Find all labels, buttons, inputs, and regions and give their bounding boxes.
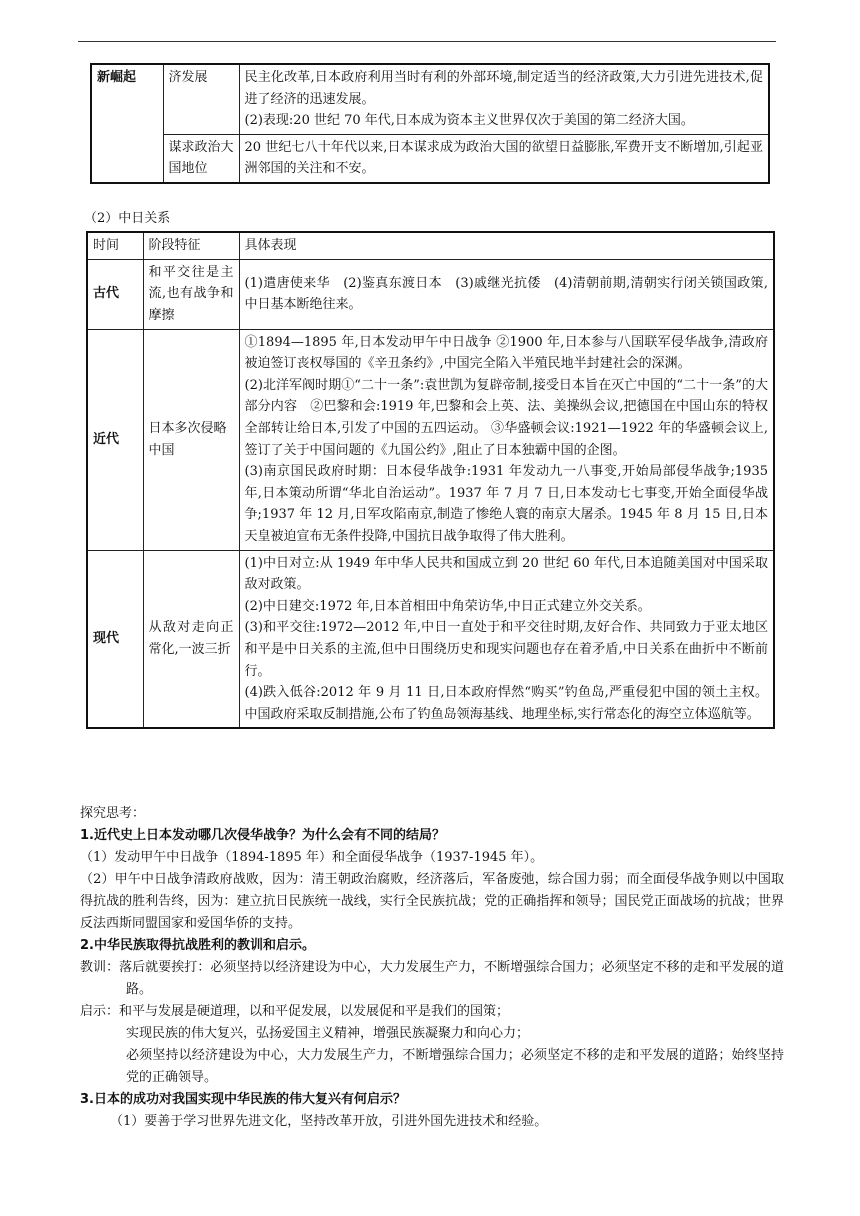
detail-line: (3)南京国民政府时期：日本侵华战争:1931 年发动九一八事变,开始局部侵华战争;1935 年,日本策动所谓“华北自治运动”。1937 年 7 月 7 日,日本发动七七事变,开始全面侵华战争;1937 年 12 月,日军攻陷南京,制造了惨绝人寰的南京大屠杀。1945 年 8 月 15 日,日本天皇被迫宣布无条件投降,中国抗日战争取得了伟大胜利。 (244, 464, 768, 544)
header-details: 具体表现 (239, 232, 774, 259)
table-cell-economy-detail (239, 64, 769, 134)
table-cell-rise: 新崛起 (91, 64, 163, 183)
answer-2-insp-3: 必须坚持以经济建设为中心，大力发展生产力，不断增强综合国力；必须坚定不移的走和平发展的道路；始终坚持党的正确领导。 (126, 1048, 784, 1085)
answer-1-2: （2）甲午中日战争清政府战败，因为：清王朝政治腐败，经济落后，军备废弛，综合国力弱；而全面侵华战争则以中国取得抗战的胜利告终，因为：建立抗日民族统一战线，实行全民族抗战；党的正确指挥和领导；国民党正面战场的抗战；世界反法西斯同盟国家和爱国华侨的支持。 (80, 872, 784, 931)
table-cell-economy: 济发展 (163, 64, 239, 134)
explore-heading: 探究思考： (80, 806, 146, 821)
cell-details (239, 550, 774, 728)
detail-line: (1)遣唐使来华 (2)鉴真东渡日本 (3)戚继光抗倭 (4)清朝前期,清朝实行闭关锁国政策,中日基本断绝往来。 (244, 275, 768, 313)
table-japan-rise (90, 63, 770, 184)
detail-line: (2)北洋军阀时期①“二十一条”:袁世凯为复辟帝制,接受日本旨在灭亡中国的“二十一条”的大部分内容 ②巴黎和会:1919 年,巴黎和会上英、法、美操纵会议,把德国在中国山东的特权全部转让给日本,引发了中国的五四运动。 ③华盛顿会议:1921—1922 年的华盛顿会议上,签订了关于中国问题的《九国公约》,阻止了日本独霸中国的企图。 (244, 377, 768, 458)
table-header-row (87, 232, 774, 259)
table-row (91, 64, 769, 134)
cell-details (239, 259, 774, 329)
cell-time: 古代 (87, 259, 143, 329)
answer-2-lesson: 教训：落后就要挨打：必须坚持以经济建设为中心，大力发展生产力，不断增强综合国力；必须坚定不移的走和平发展的道路。 (80, 960, 784, 997)
detail-line: (1)中日对立:从 1949 年中华人民共和国成立到 20 世纪 60 年代,日本追随美国对中国采取敌对政策。 (244, 555, 768, 593)
table-row (91, 134, 769, 183)
table-cell-politics-detail: 20 世纪七八十年代以来,日本谋求成为政治大国的欲望日益膨胀,军费开支不断增加,引起亚洲邻国的关注和不安。 (239, 134, 769, 183)
cell-feature: 和平交往是主流,也有战争和摩擦 (143, 259, 239, 329)
explore-section (80, 803, 784, 1133)
header-feature: 阶段特征 (143, 232, 239, 259)
detail-line: 民主化改革,日本政府利用当时有利的外部环境,制定适当的经济政策,大力引进先进技术,促进了经济的迅速发展。 (244, 70, 763, 107)
cell-time: 现代 (87, 550, 143, 728)
table-row (87, 329, 774, 550)
table-cell-politics: 谋求政治大国地位 (163, 134, 239, 183)
question-1: 1.近代史上日本发动哪几次侵华战争？为什么会有不同的结局？ (80, 828, 445, 843)
section-title: （2）中日关系 (84, 211, 171, 226)
table-sino-japan (86, 231, 775, 729)
answer-2-insp-2: 实现民族的伟大复兴，弘扬爱国主义精神，增强民族凝聚力和向心力； (126, 1026, 530, 1041)
detail-line: (2)中日建交:1972 年,日本首相田中角荣访华,中日正式建立外交关系。 (244, 598, 651, 614)
header-time: 时间 (87, 232, 143, 259)
table-row (87, 259, 774, 329)
header-rule (78, 41, 776, 42)
table-row (87, 550, 774, 728)
question-3: 3.日本的成功对我国实现中华民族的伟大复兴有何启示？ (80, 1092, 406, 1107)
answer-3-1: （1）要善于学习世界先进文化，坚持改革开放，引进外国先进技术和经验。 (110, 1114, 548, 1129)
answer-1-1: （1）发动甲午中日战争（1894-1895 年）和全面侵华战争（1937-1945 年）。 (80, 850, 544, 865)
detail-line: ①1894—1895 年,日本发动甲午中日战争 ②1900 年,日本参与八国联军侵华战争,清政府被迫签订丧权辱国的《辛丑条约》,中国完全陷入半殖民地半封建社会的深渊。 (244, 334, 768, 372)
cell-time: 近代 (87, 329, 143, 550)
cell-feature: 日本多次侵略中国 (143, 329, 239, 550)
detail-line: (4)跌入低谷:2012 年 9 月 11 日,日本政府悍然“购买”钓鱼岛,严重侵犯中国的领土主权。中国政府采取反制措施,公布了钓鱼岛领海基线、地理坐标,实行常态化的海空立体巡航等。 (244, 685, 768, 722)
cell-details (239, 329, 774, 550)
detail-line: (2)表现:20 世纪 70 年代,日本成为资本主义世界仅次于美国的第二经济大国。 (244, 113, 694, 129)
question-2: 2.中华民族取得抗战胜利的教训和启示。 (80, 938, 315, 953)
detail-line: (3)和平交往:1972—2012 年,中日一直处于和平交往时期,友好合作、共同致力于亚太地区和平是中日关系的主流,但中日围绕历史和现实问题也存在着矛盾,中日关系在曲折中不断前行。 (244, 620, 768, 679)
answer-2-insp-1: 启示：和平与发展是硬道理，以和平促发展，以发展促和平是我们的国策； (80, 1004, 510, 1019)
cell-feature: 从敌对走向正常化,一波三折 (143, 550, 239, 728)
